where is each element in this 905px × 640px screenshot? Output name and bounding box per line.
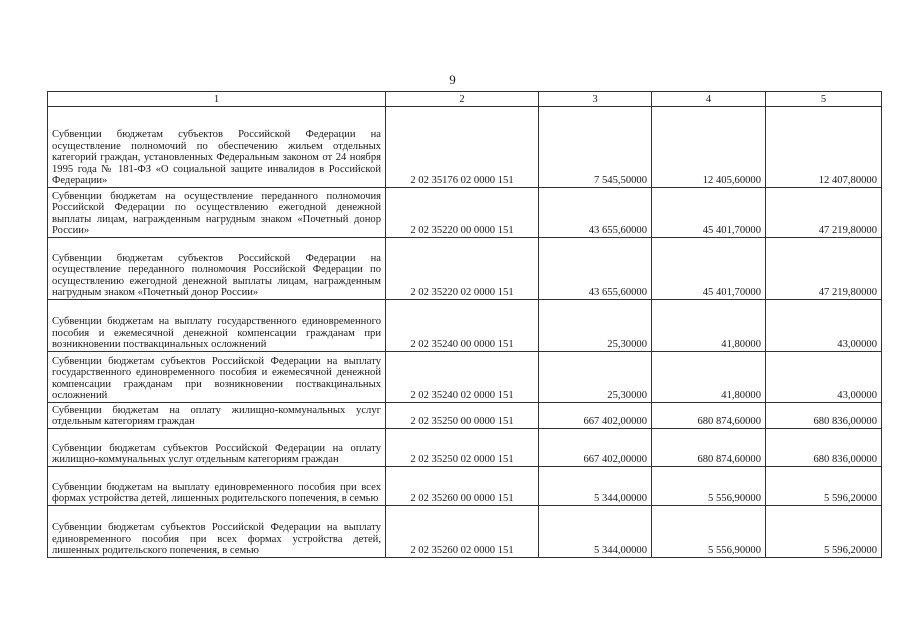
row-value-col5: 5 596,20000 [766,467,882,506]
row-value-col3: 43 655,60000 [539,238,652,300]
table-row [48,429,882,467]
budget-table [47,91,882,558]
row-budget-code: 2 02 35176 02 0000 151 [386,107,539,188]
row-value-col5: 5 596,20000 [766,506,882,558]
table-row [48,238,882,300]
row-description: Субвенции бюджетам субъектов Российской Федерации на оплату жилищно-коммунальных услуг отдельным категориям граждан [48,429,386,467]
row-value-col3: 25,30000 [539,300,652,352]
page-number: 9 [449,72,456,87]
row-value-col4: 12 405,60000 [652,107,766,188]
column-header-2: 2 [386,92,539,107]
row-description: Субвенции бюджетам на осуществление переданного полномочия Российской Федерации по осуществлению ежегодной денежной выплаты лицам, награжденным нагрудным знаком «Почетный донор России» [48,188,386,238]
row-value-col4: 41,80000 [652,300,766,352]
row-description: Субвенции бюджетам на выплату государственного единовременного пособия и ежемесячной денежной компенсации гражданам при возникновении поствакцинальных осложнений [48,300,386,352]
row-value-col5: 47 219,80000 [766,188,882,238]
row-value-col3: 5 344,00000 [539,506,652,558]
row-description: Субвенции бюджетам субъектов Российской Федерации на выплату единовременного пособия при всех формах устройства детей, лишенных родительского попечения, в семью [48,506,386,558]
row-budget-code: 2 02 35220 02 0000 151 [386,238,539,300]
row-value-col3: 25,30000 [539,352,652,403]
row-budget-code: 2 02 35260 02 0000 151 [386,506,539,558]
row-value-col4: 41,80000 [652,352,766,403]
row-description: Субвенции бюджетам субъектов Российской Федерации на выплату государственного единовременного пособия и ежемесячной денежной компенсации гражданам при возникновении поствакцинальных осложнений [48,352,386,403]
row-value-col3: 5 344,00000 [539,467,652,506]
row-value-col5: 43,00000 [766,352,882,403]
row-budget-code: 2 02 35250 00 0000 151 [386,403,539,429]
row-description: Субвенции бюджетам на оплату жилищно-коммунальных услуг отдельным категориям граждан [48,403,386,429]
row-value-col5: 680 836,00000 [766,429,882,467]
table-row [48,300,882,352]
row-value-col5: 12 407,80000 [766,107,882,188]
table-row [48,188,882,238]
row-value-col4: 45 401,70000 [652,238,766,300]
row-budget-code: 2 02 35220 00 0000 151 [386,188,539,238]
row-description: Субвенции бюджетам на выплату единовременного пособия при всех формах устройства детей, лишенных родительского попечения, в семью [48,467,386,506]
row-value-col5: 680 836,00000 [766,403,882,429]
row-description: Субвенции бюджетам субъектов Российской Федерации на осуществление полномочий по обеспечению жильем отдельных категорий граждан, установленных Федеральным законом от 24 ноября 1995 года № 181-ФЗ «О социальной защите инвалидов в Российской Федерации» [48,107,386,188]
table-row [48,467,882,506]
row-value-col4: 45 401,70000 [652,188,766,238]
row-budget-code: 2 02 35240 02 0000 151 [386,352,539,403]
column-header-5: 5 [766,92,882,107]
row-value-col4: 680 874,60000 [652,403,766,429]
column-header-1: 1 [48,92,386,107]
row-budget-code: 2 02 35250 02 0000 151 [386,429,539,467]
row-value-col3: 667 402,00000 [539,403,652,429]
row-value-col5: 43,00000 [766,300,882,352]
row-value-col4: 680 874,60000 [652,429,766,467]
table-row [48,352,882,403]
table-row [48,506,882,558]
row-value-col4: 5 556,90000 [652,467,766,506]
row-value-col3: 7 545,50000 [539,107,652,188]
row-description: Субвенции бюджетам субъектов Российской Федерации на осуществление переданного полномочия Российской Федерации по осуществлению ежегодной денежной выплаты лицам, награжденным нагрудным знаком «Почетный донор России» [48,238,386,300]
row-value-col3: 43 655,60000 [539,188,652,238]
row-value-col5: 47 219,80000 [766,238,882,300]
column-header-3: 3 [539,92,652,107]
row-value-col3: 667 402,00000 [539,429,652,467]
table-row [48,107,882,188]
row-budget-code: 2 02 35260 00 0000 151 [386,467,539,506]
column-header-4: 4 [652,92,766,107]
table-header-row [48,92,882,107]
table-row [48,403,882,429]
row-budget-code: 2 02 35240 00 0000 151 [386,300,539,352]
row-value-col4: 5 556,90000 [652,506,766,558]
